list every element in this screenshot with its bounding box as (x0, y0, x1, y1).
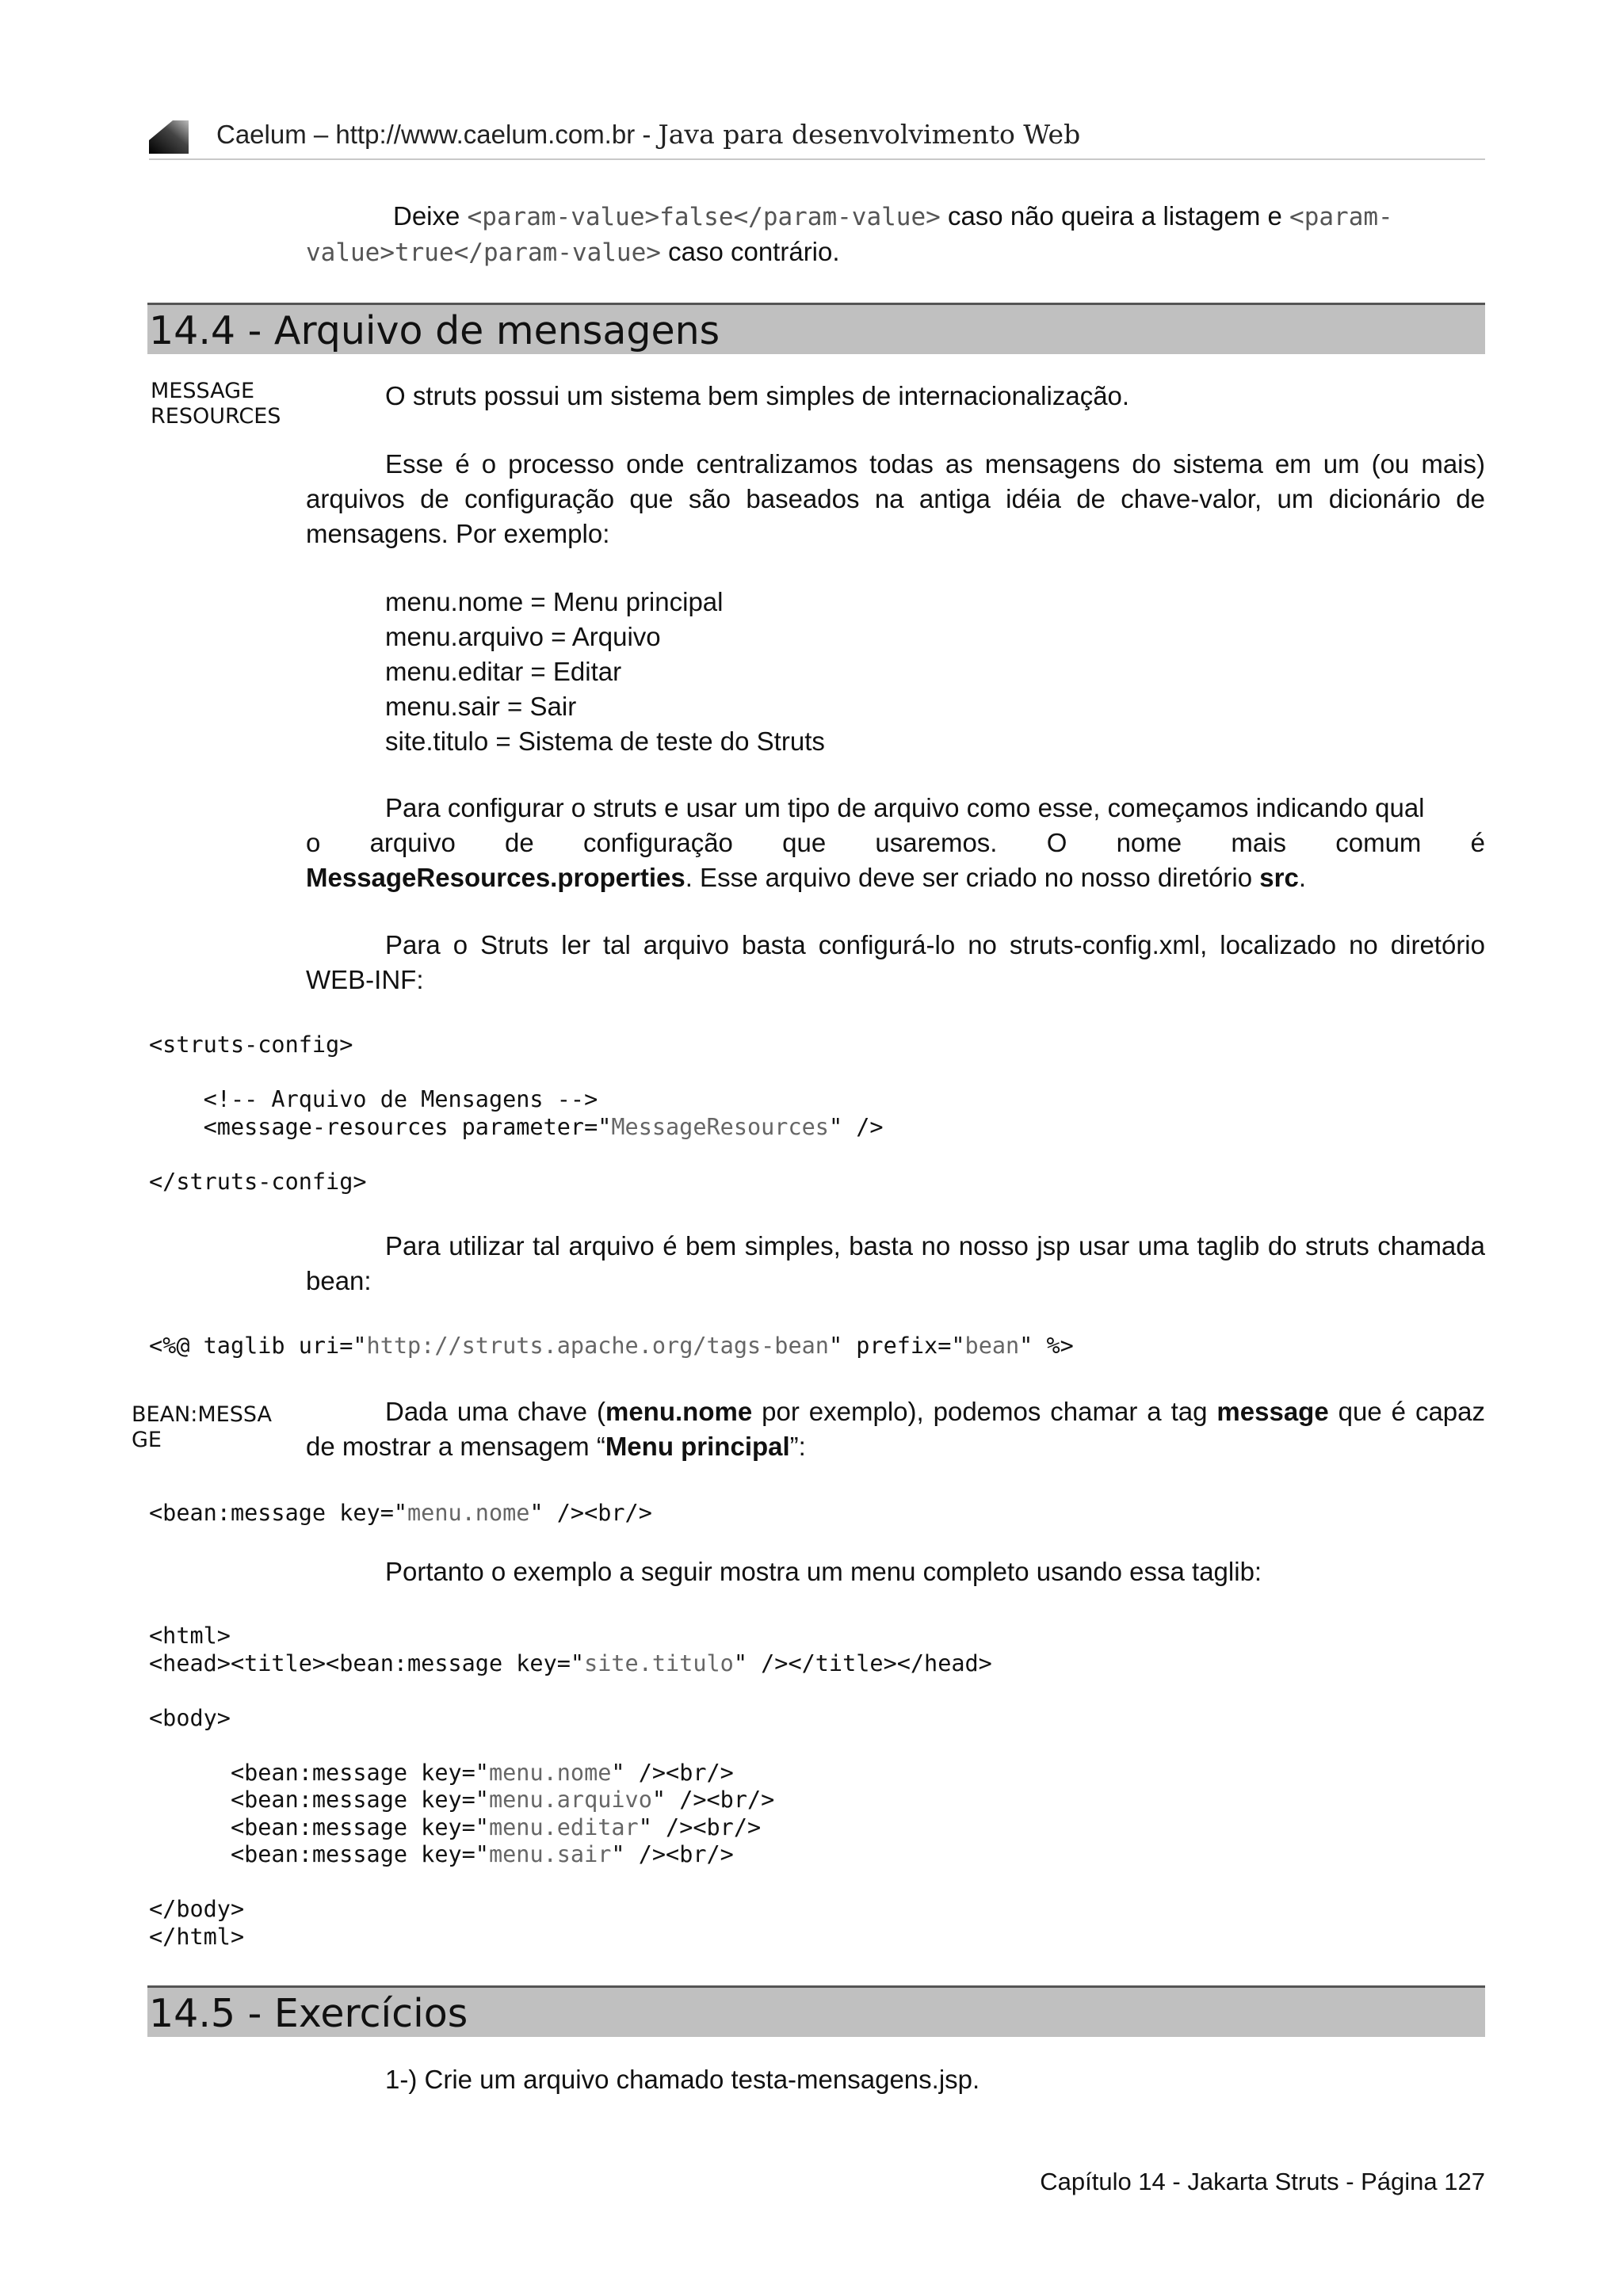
paragraph-5: Para utilizar tal arquivo é bem simples, basta no nosso jsp usar uma taglib do struts chamada bean: (306, 1231, 1485, 1295)
intro-paragraph: Deixe <param-value>false</param-value> caso não queira a listagem e <param- value>true</param-value> caso contrário. (306, 201, 1393, 267)
property-line: menu.sair = Sair (385, 692, 577, 721)
exercise-1: 1-) Crie um arquivo chamado testa-mensagens.jsp. (385, 2065, 980, 2094)
code-menu-item: <bean:message key="menu.sair" /><br/> (149, 1841, 734, 1867)
margin-note-bean-message: BEAN:MESSA GE (132, 1402, 272, 1452)
paragraph-1: O struts possui um sistema bem simples de internacionalização. (385, 381, 1130, 410)
caelum-logo (149, 120, 189, 154)
paragraph-3: Para configurar o struts e usar um tipo de arquivo como esse, começamos indicando qual o arquivo de configuração que usaremos. O nome mais comum é MessageResources.properties. Esse arquivo deve ser criado no nosso diretório src. (306, 793, 1485, 892)
margin-note-message-resources: MESSAGE RESOURCES (151, 379, 281, 429)
code-menu-item: <bean:message key="menu.arquivo" /><br/> (149, 1787, 775, 1813)
header-divider (149, 158, 1485, 160)
code-menu-item: <bean:message key="menu.editar" /><br/> (149, 1814, 762, 1840)
section-title: 14.4 - Arquivo de mensagens (149, 308, 720, 353)
paragraph-4: Para o Struts ler tal arquivo basta configurá-lo no struts-config.xml, localizado no diretório WEB-INF: (306, 930, 1485, 994)
page-footer: Capítulo 14 - Jakarta Struts - Página 127 (1040, 2168, 1485, 2195)
section-heading-14-4 (147, 303, 1485, 354)
section-title: 14.5 - Exercícios (149, 1991, 468, 2036)
paragraph-2: Esse é o processo onde centralizamos todas as mensagens do sistema em um (ou mais) arquivos de configuração que são baseados na antiga idéia de chave-valor, um dicionário de mensagens. Por exemplo: (306, 449, 1485, 548)
paragraph-7: Portanto o exemplo a seguir mostra um menu completo usando essa taglib: (385, 1557, 1262, 1586)
code-html-menu: <html> <head><title><bean:message key="site.titulo" /></title></head> <body> <bean:message key="menu.nome" /><br/> <bean:message key="menu.arquivo" /><br/> <bean:message key="menu.editar" /><br/> <bean:message key="menu.sair" /><br/> </body> </html> (149, 1623, 992, 1950)
paragraph-6: Dada uma chave (menu.nome por exemplo), podemos chamar a tag message que é capaz de mostrar a mensagem “Menu principal”: (306, 1397, 1485, 1461)
properties-list (385, 585, 825, 759)
code-struts-config: <struts-config> <!-- Arquivo de Mensagens --> <message-resources parameter="MessageResources" /> </struts-config> (149, 1032, 884, 1195)
property-line: site.titulo = Sistema de teste do Struts (385, 727, 825, 756)
section-heading-14-5 (147, 1985, 1485, 2037)
property-line: menu.editar = Editar (385, 657, 622, 686)
code-bean-message: <bean:message key="menu.nome" /><br/> (149, 1500, 652, 1526)
property-line: menu.nome = Menu principal (385, 587, 724, 616)
code-menu-item: <bean:message key="menu.nome" /><br/> (149, 1759, 734, 1786)
header-title: Caelum – http://www.caelum.com.br - Java para desenvolvimento Web (216, 119, 1081, 150)
property-line: menu.arquivo = Arquivo (385, 622, 661, 651)
code-taglib: <%@ taglib uri="http://struts.apache.org/tags-bean" prefix="bean" %> (149, 1333, 1074, 1359)
